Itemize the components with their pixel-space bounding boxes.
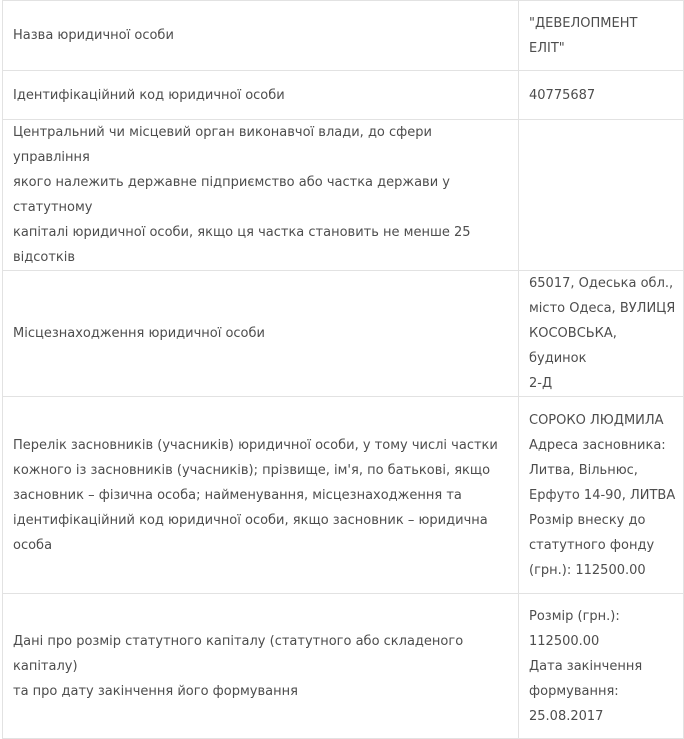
row-label-line: та про дату закінчення його формування [13, 683, 298, 699]
row-value-line: 25.08.2017 [529, 708, 604, 724]
row-label-line: Назва юридичної особи [13, 28, 174, 43]
row-label [3, 271, 519, 397]
row-value-line: ЕЛІТ" [529, 40, 565, 56]
row-value-line: КОСОВСЬКА, будинок [529, 326, 617, 366]
row-label-line: особа [13, 537, 53, 553]
row-value [519, 594, 684, 739]
row-label-line: Перелік засновників (учасників) юридичної особи, у тому числі частки [13, 437, 498, 453]
table-row [3, 271, 684, 397]
table-row [3, 397, 684, 594]
row-label [3, 71, 519, 120]
row-value-line: статутного фонду [529, 537, 655, 553]
row-value-line: "ДЕВЕЛОПМЕНТ [529, 15, 638, 31]
row-value-line: Дата закінчення [529, 658, 643, 674]
row-value [519, 120, 684, 271]
row-value-line: 40775687 [529, 87, 596, 103]
row-label [3, 594, 519, 739]
row-label [3, 397, 519, 594]
row-label [3, 120, 519, 271]
row-value-line: 65017, Одеська обл., [529, 276, 674, 291]
row-value-line: Литва, Вільнюс, [529, 462, 638, 478]
table-row [3, 71, 684, 120]
table-row [3, 120, 684, 271]
row-value-line: формування: [529, 683, 619, 699]
row-value-line: Розмір внеску до [529, 512, 646, 528]
row-label-line: засновник – фізична особа; найменування, місцезнаходження та [13, 487, 462, 503]
row-value [519, 71, 684, 120]
row-label-line: ідентифікаційний код юридичної особи, якщо засновник – юридична [13, 512, 488, 528]
row-label-line: Центральний чи місцевий орган виконавчої влади, до сфери управління [13, 125, 432, 165]
row-value-line: СОРОКО ЛЮДМИЛА [529, 412, 664, 428]
row-value [519, 397, 684, 594]
row-label-line: капіталі юридичної особи, якщо ця частка становить не менше 25 відсотків [13, 225, 471, 265]
table-row [3, 1, 684, 71]
row-value-line: 112500.00 [529, 633, 600, 649]
row-value-line: місто Одеса, ВУЛИЦЯ [529, 301, 676, 316]
row-value-line: 2-Д [529, 376, 553, 391]
row-value [519, 271, 684, 397]
row-value [519, 1, 684, 71]
legal-entity-table [2, 0, 684, 739]
row-label-line: Місцезнаходження юридичної особи [13, 326, 265, 341]
table-row [3, 594, 684, 739]
row-value-line: (грн.): 112500.00 [529, 562, 646, 578]
row-value-line: Ерфуто 14-90, ЛИТВА [529, 487, 676, 503]
row-label [3, 1, 519, 71]
row-label-line: Дані про розмір статутного капіталу (статутного або складеного капіталу) [13, 633, 464, 674]
row-label-line: кожного із засновників (учасників); прізвище, ім'я, по батькові, якщо [13, 462, 491, 478]
row-value-line: Адреса засновника: [529, 437, 666, 453]
legal-entity-table-body [3, 1, 684, 739]
row-value-line: Розмір (грн.): [529, 608, 620, 624]
row-label-line: Ідентифікаційний код юридичної особи [13, 87, 285, 103]
row-label-line: якого належить державне підприємство або частка держави у статутному [13, 175, 450, 215]
